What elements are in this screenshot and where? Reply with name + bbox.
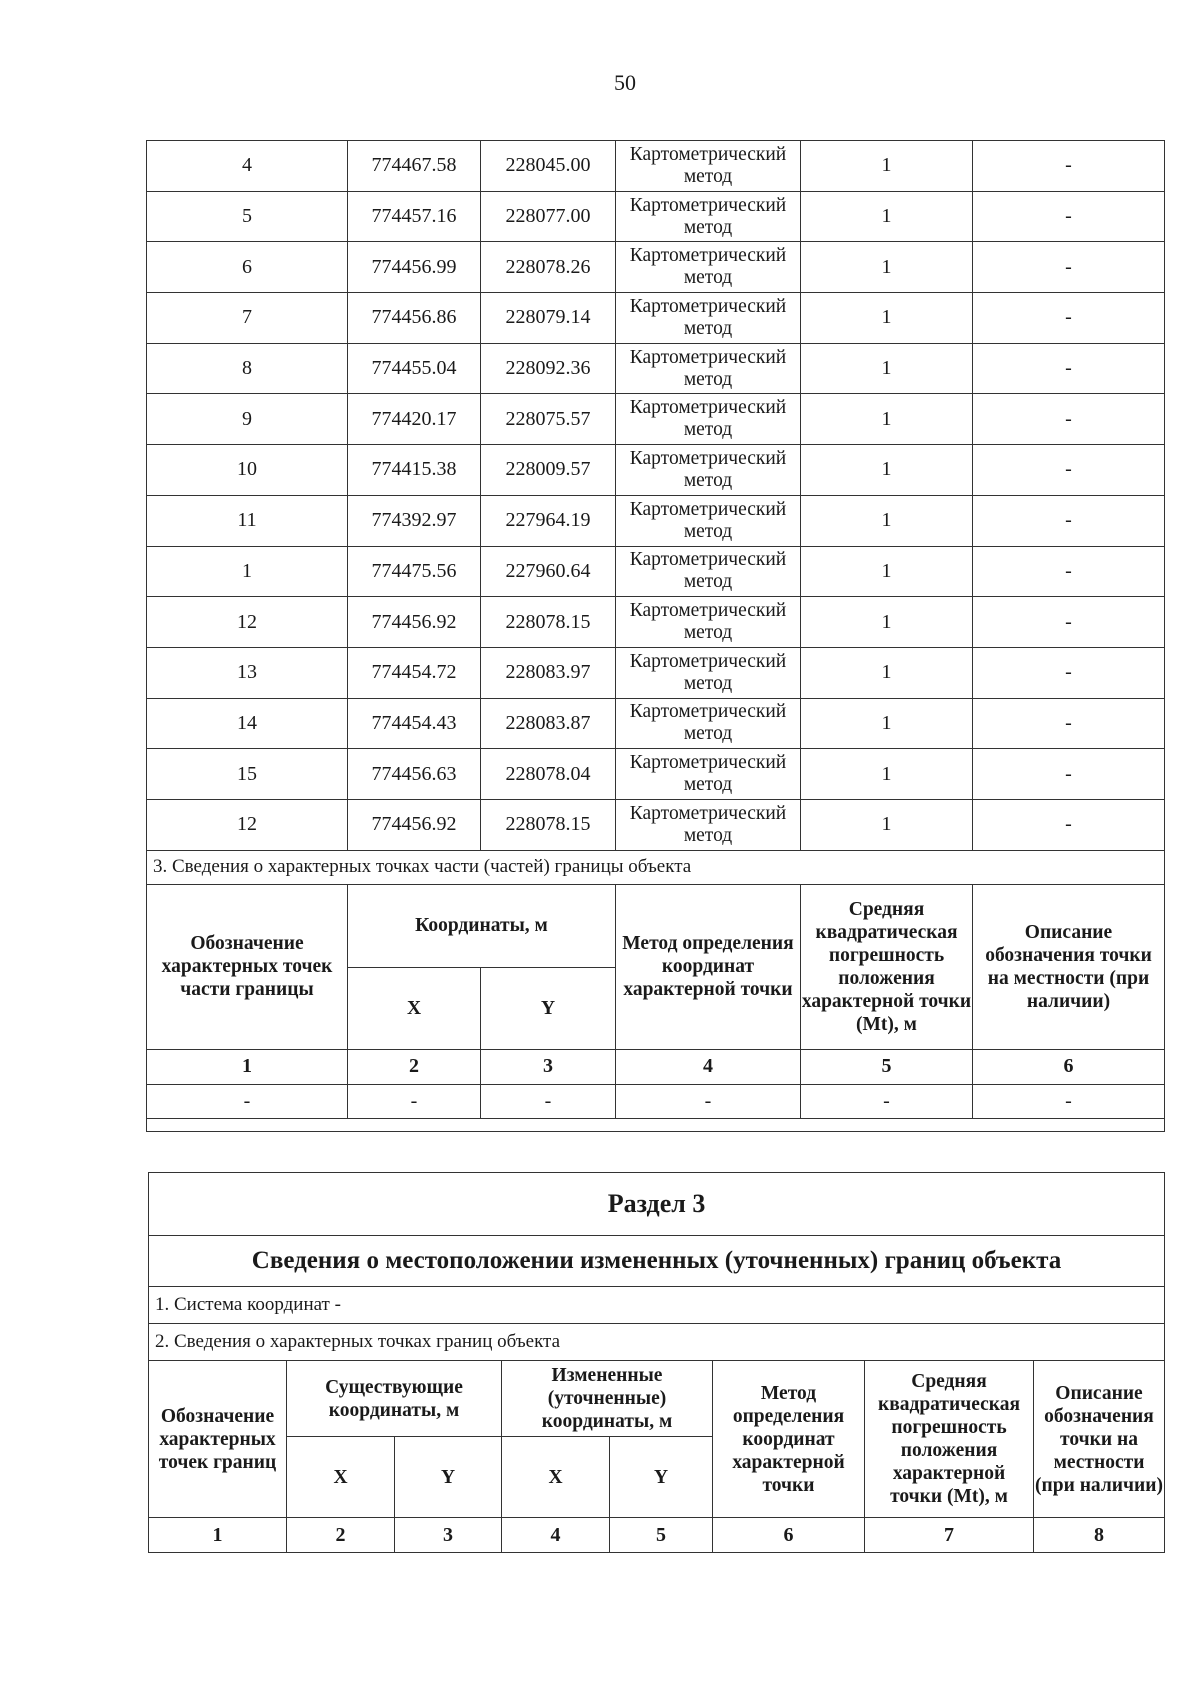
column-number: 4 bbox=[502, 1518, 610, 1553]
header-method: Метод определения координат характерной точки bbox=[713, 1361, 865, 1518]
table-row bbox=[147, 698, 1165, 749]
header-x: X bbox=[348, 967, 481, 1049]
x-cell: 774454.43 bbox=[348, 698, 481, 749]
y-cell: 228078.15 bbox=[481, 799, 616, 850]
header-coordinates: Координаты, м bbox=[348, 884, 616, 967]
x-cell: 774456.92 bbox=[348, 799, 481, 850]
table-row bbox=[147, 242, 1165, 293]
y-cell: 228083.97 bbox=[481, 647, 616, 698]
method-cell: Картометрический метод bbox=[616, 394, 801, 445]
y-cell: 228092.36 bbox=[481, 343, 616, 394]
description-cell: - bbox=[973, 597, 1165, 648]
description-cell: - bbox=[973, 141, 1165, 192]
table-row bbox=[147, 343, 1165, 394]
column-number: 8 bbox=[1034, 1518, 1165, 1553]
point-cell: 5 bbox=[147, 191, 348, 242]
y-cell: 227964.19 bbox=[481, 495, 616, 546]
section3-table bbox=[148, 1172, 1165, 1553]
y-cell: 228083.87 bbox=[481, 698, 616, 749]
description-cell: - bbox=[973, 749, 1165, 800]
section3-block bbox=[147, 850, 1165, 1131]
method-cell: Картометрический метод bbox=[616, 141, 801, 192]
table-row bbox=[147, 445, 1165, 496]
boundary-points-body bbox=[147, 141, 1165, 851]
description-cell: - bbox=[973, 546, 1165, 597]
header-method: Метод определения координат характерной точки bbox=[616, 884, 801, 1049]
coord-system-row bbox=[149, 1287, 1165, 1324]
header-designation: Обозначение характерных точек части границы bbox=[147, 884, 348, 1049]
column-numbers-row bbox=[147, 1049, 1165, 1084]
accuracy-cell: 1 bbox=[801, 546, 973, 597]
description-cell: - bbox=[973, 495, 1165, 546]
point-cell: 11 bbox=[147, 495, 348, 546]
description-cell: - bbox=[973, 698, 1165, 749]
accuracy-cell: 1 bbox=[801, 394, 973, 445]
x-cell: 774475.56 bbox=[348, 546, 481, 597]
accuracy-cell: 1 bbox=[801, 647, 973, 698]
description-cell: - bbox=[973, 647, 1165, 698]
y-cell: 228078.04 bbox=[481, 749, 616, 800]
x-cell: 774392.97 bbox=[348, 495, 481, 546]
points-title-row bbox=[149, 1324, 1165, 1361]
accuracy-cell: 1 bbox=[801, 495, 973, 546]
method-cell: Картометрический метод bbox=[616, 242, 801, 293]
section-title: Раздел 3 bbox=[149, 1173, 1165, 1236]
accuracy-cell: 1 bbox=[801, 749, 973, 800]
point-cell: 6 bbox=[147, 242, 348, 293]
table2-header-row-1 bbox=[149, 1361, 1165, 1437]
header-description: Описание обозначения точки на местности (при наличии) bbox=[1034, 1361, 1165, 1518]
method-cell: Картометрический метод bbox=[616, 495, 801, 546]
header-y: Y bbox=[481, 967, 616, 1049]
table-row bbox=[147, 597, 1165, 648]
header-changed-x: X bbox=[502, 1437, 610, 1518]
y-cell: 228078.26 bbox=[481, 242, 616, 293]
empty-cell: - bbox=[481, 1084, 616, 1118]
header-existing-y: Y bbox=[395, 1437, 502, 1518]
method-cell: Картометрический метод bbox=[616, 191, 801, 242]
empty-cell: - bbox=[147, 1084, 348, 1118]
header-description: Описание обозначения точки на местности (при наличии) bbox=[973, 884, 1165, 1049]
x-cell: 774415.38 bbox=[348, 445, 481, 496]
column-number: 4 bbox=[616, 1049, 801, 1084]
x-cell: 774456.92 bbox=[348, 597, 481, 648]
y-cell: 228078.15 bbox=[481, 597, 616, 648]
description-cell: - bbox=[973, 191, 1165, 242]
empty-cell: - bbox=[801, 1084, 973, 1118]
column-number: 6 bbox=[973, 1049, 1165, 1084]
header-existing-x: X bbox=[287, 1437, 395, 1518]
description-cell: - bbox=[973, 343, 1165, 394]
table-row bbox=[147, 495, 1165, 546]
accuracy-cell: 1 bbox=[801, 698, 973, 749]
point-cell: 15 bbox=[147, 749, 348, 800]
method-cell: Картометрический метод bbox=[616, 293, 801, 344]
points-title: 2. Сведения о характерных точках границ объекта bbox=[149, 1324, 1165, 1361]
column-number: 2 bbox=[348, 1049, 481, 1084]
header-accuracy: Средняя квадратическая погрешность положения характерной точки (Mt), м bbox=[865, 1361, 1034, 1518]
y-cell: 228075.57 bbox=[481, 394, 616, 445]
table-row bbox=[147, 749, 1165, 800]
description-cell: - bbox=[973, 293, 1165, 344]
table-row bbox=[147, 546, 1165, 597]
point-cell: 10 bbox=[147, 445, 348, 496]
point-cell: 9 bbox=[147, 394, 348, 445]
x-cell: 774456.86 bbox=[348, 293, 481, 344]
accuracy-cell: 1 bbox=[801, 141, 973, 192]
method-cell: Картометрический метод bbox=[616, 799, 801, 850]
x-cell: 774455.04 bbox=[348, 343, 481, 394]
table2-column-numbers-row bbox=[149, 1518, 1165, 1553]
section-subtitle: Сведения о местоположении измененных (уточненных) границ объекта bbox=[149, 1236, 1165, 1287]
blank-cell bbox=[147, 1118, 1165, 1131]
point-cell: 8 bbox=[147, 343, 348, 394]
point-cell: 14 bbox=[147, 698, 348, 749]
point-cell: 12 bbox=[147, 597, 348, 648]
method-cell: Картометрический метод bbox=[616, 343, 801, 394]
accuracy-cell: 1 bbox=[801, 242, 973, 293]
x-cell: 774467.58 bbox=[348, 141, 481, 192]
empty-cell: - bbox=[973, 1084, 1165, 1118]
column-number: 7 bbox=[865, 1518, 1034, 1553]
accuracy-cell: 1 bbox=[801, 191, 973, 242]
y-cell: 228045.00 bbox=[481, 141, 616, 192]
empty-cell: - bbox=[616, 1084, 801, 1118]
blank-row bbox=[147, 1118, 1165, 1131]
description-cell: - bbox=[973, 242, 1165, 293]
description-cell: - bbox=[973, 394, 1165, 445]
x-cell: 774457.16 bbox=[348, 191, 481, 242]
accuracy-cell: 1 bbox=[801, 445, 973, 496]
section3-title-row bbox=[147, 850, 1165, 884]
accuracy-cell: 1 bbox=[801, 293, 973, 344]
point-cell: 13 bbox=[147, 647, 348, 698]
header-existing-coordinates: Существующие координаты, м bbox=[287, 1361, 502, 1437]
table-row bbox=[147, 394, 1165, 445]
column-number: 5 bbox=[801, 1049, 973, 1084]
point-cell: 1 bbox=[147, 546, 348, 597]
empty-data-row bbox=[147, 1084, 1165, 1118]
description-cell: - bbox=[973, 445, 1165, 496]
method-cell: Картометрический метод bbox=[616, 445, 801, 496]
boundary-points-table bbox=[146, 140, 1165, 1132]
header-changed-y: Y bbox=[610, 1437, 713, 1518]
accuracy-cell: 1 bbox=[801, 597, 973, 648]
column-number: 5 bbox=[610, 1518, 713, 1553]
section-subtitle-row bbox=[149, 1236, 1165, 1287]
column-number: 3 bbox=[481, 1049, 616, 1084]
x-cell: 774420.17 bbox=[348, 394, 481, 445]
y-cell: 228077.00 bbox=[481, 191, 616, 242]
empty-cell: - bbox=[348, 1084, 481, 1118]
column-number: 6 bbox=[713, 1518, 865, 1553]
point-cell: 7 bbox=[147, 293, 348, 344]
y-cell: 228009.57 bbox=[481, 445, 616, 496]
method-cell: Картометрический метод bbox=[616, 597, 801, 648]
method-cell: Картометрический метод bbox=[616, 749, 801, 800]
table-row bbox=[147, 647, 1165, 698]
x-cell: 774456.63 bbox=[348, 749, 481, 800]
page-number: 50 bbox=[614, 70, 636, 95]
point-cell: 4 bbox=[147, 141, 348, 192]
table-row bbox=[147, 141, 1165, 192]
accuracy-cell: 1 bbox=[801, 799, 973, 850]
header-designation: Обозначение характерных точек границ bbox=[149, 1361, 287, 1518]
point-cell: 12 bbox=[147, 799, 348, 850]
method-cell: Картометрический метод bbox=[616, 647, 801, 698]
table-row bbox=[147, 293, 1165, 344]
column-number: 1 bbox=[147, 1049, 348, 1084]
column-number: 3 bbox=[395, 1518, 502, 1553]
column-number: 2 bbox=[287, 1518, 395, 1553]
section-title-row bbox=[149, 1173, 1165, 1236]
table-row bbox=[147, 191, 1165, 242]
section3-title: 3. Сведения о характерных точках части (частей) границы объекта bbox=[147, 850, 1165, 884]
header-accuracy: Средняя квадратическая погрешность положения характерной точки (Mt), м bbox=[801, 884, 973, 1049]
coord-system: 1. Система координат - bbox=[149, 1287, 1165, 1324]
method-cell: Картометрический метод bbox=[616, 546, 801, 597]
x-cell: 774456.99 bbox=[348, 242, 481, 293]
y-cell: 227960.64 bbox=[481, 546, 616, 597]
section3-header-row-1 bbox=[147, 884, 1165, 967]
column-number: 1 bbox=[149, 1518, 287, 1553]
header-changed-coordinates: Измененные (уточненные) координаты, м bbox=[502, 1361, 713, 1437]
accuracy-cell: 1 bbox=[801, 343, 973, 394]
y-cell: 228079.14 bbox=[481, 293, 616, 344]
description-cell: - bbox=[973, 799, 1165, 850]
method-cell: Картометрический метод bbox=[616, 698, 801, 749]
table-row bbox=[147, 799, 1165, 850]
x-cell: 774454.72 bbox=[348, 647, 481, 698]
